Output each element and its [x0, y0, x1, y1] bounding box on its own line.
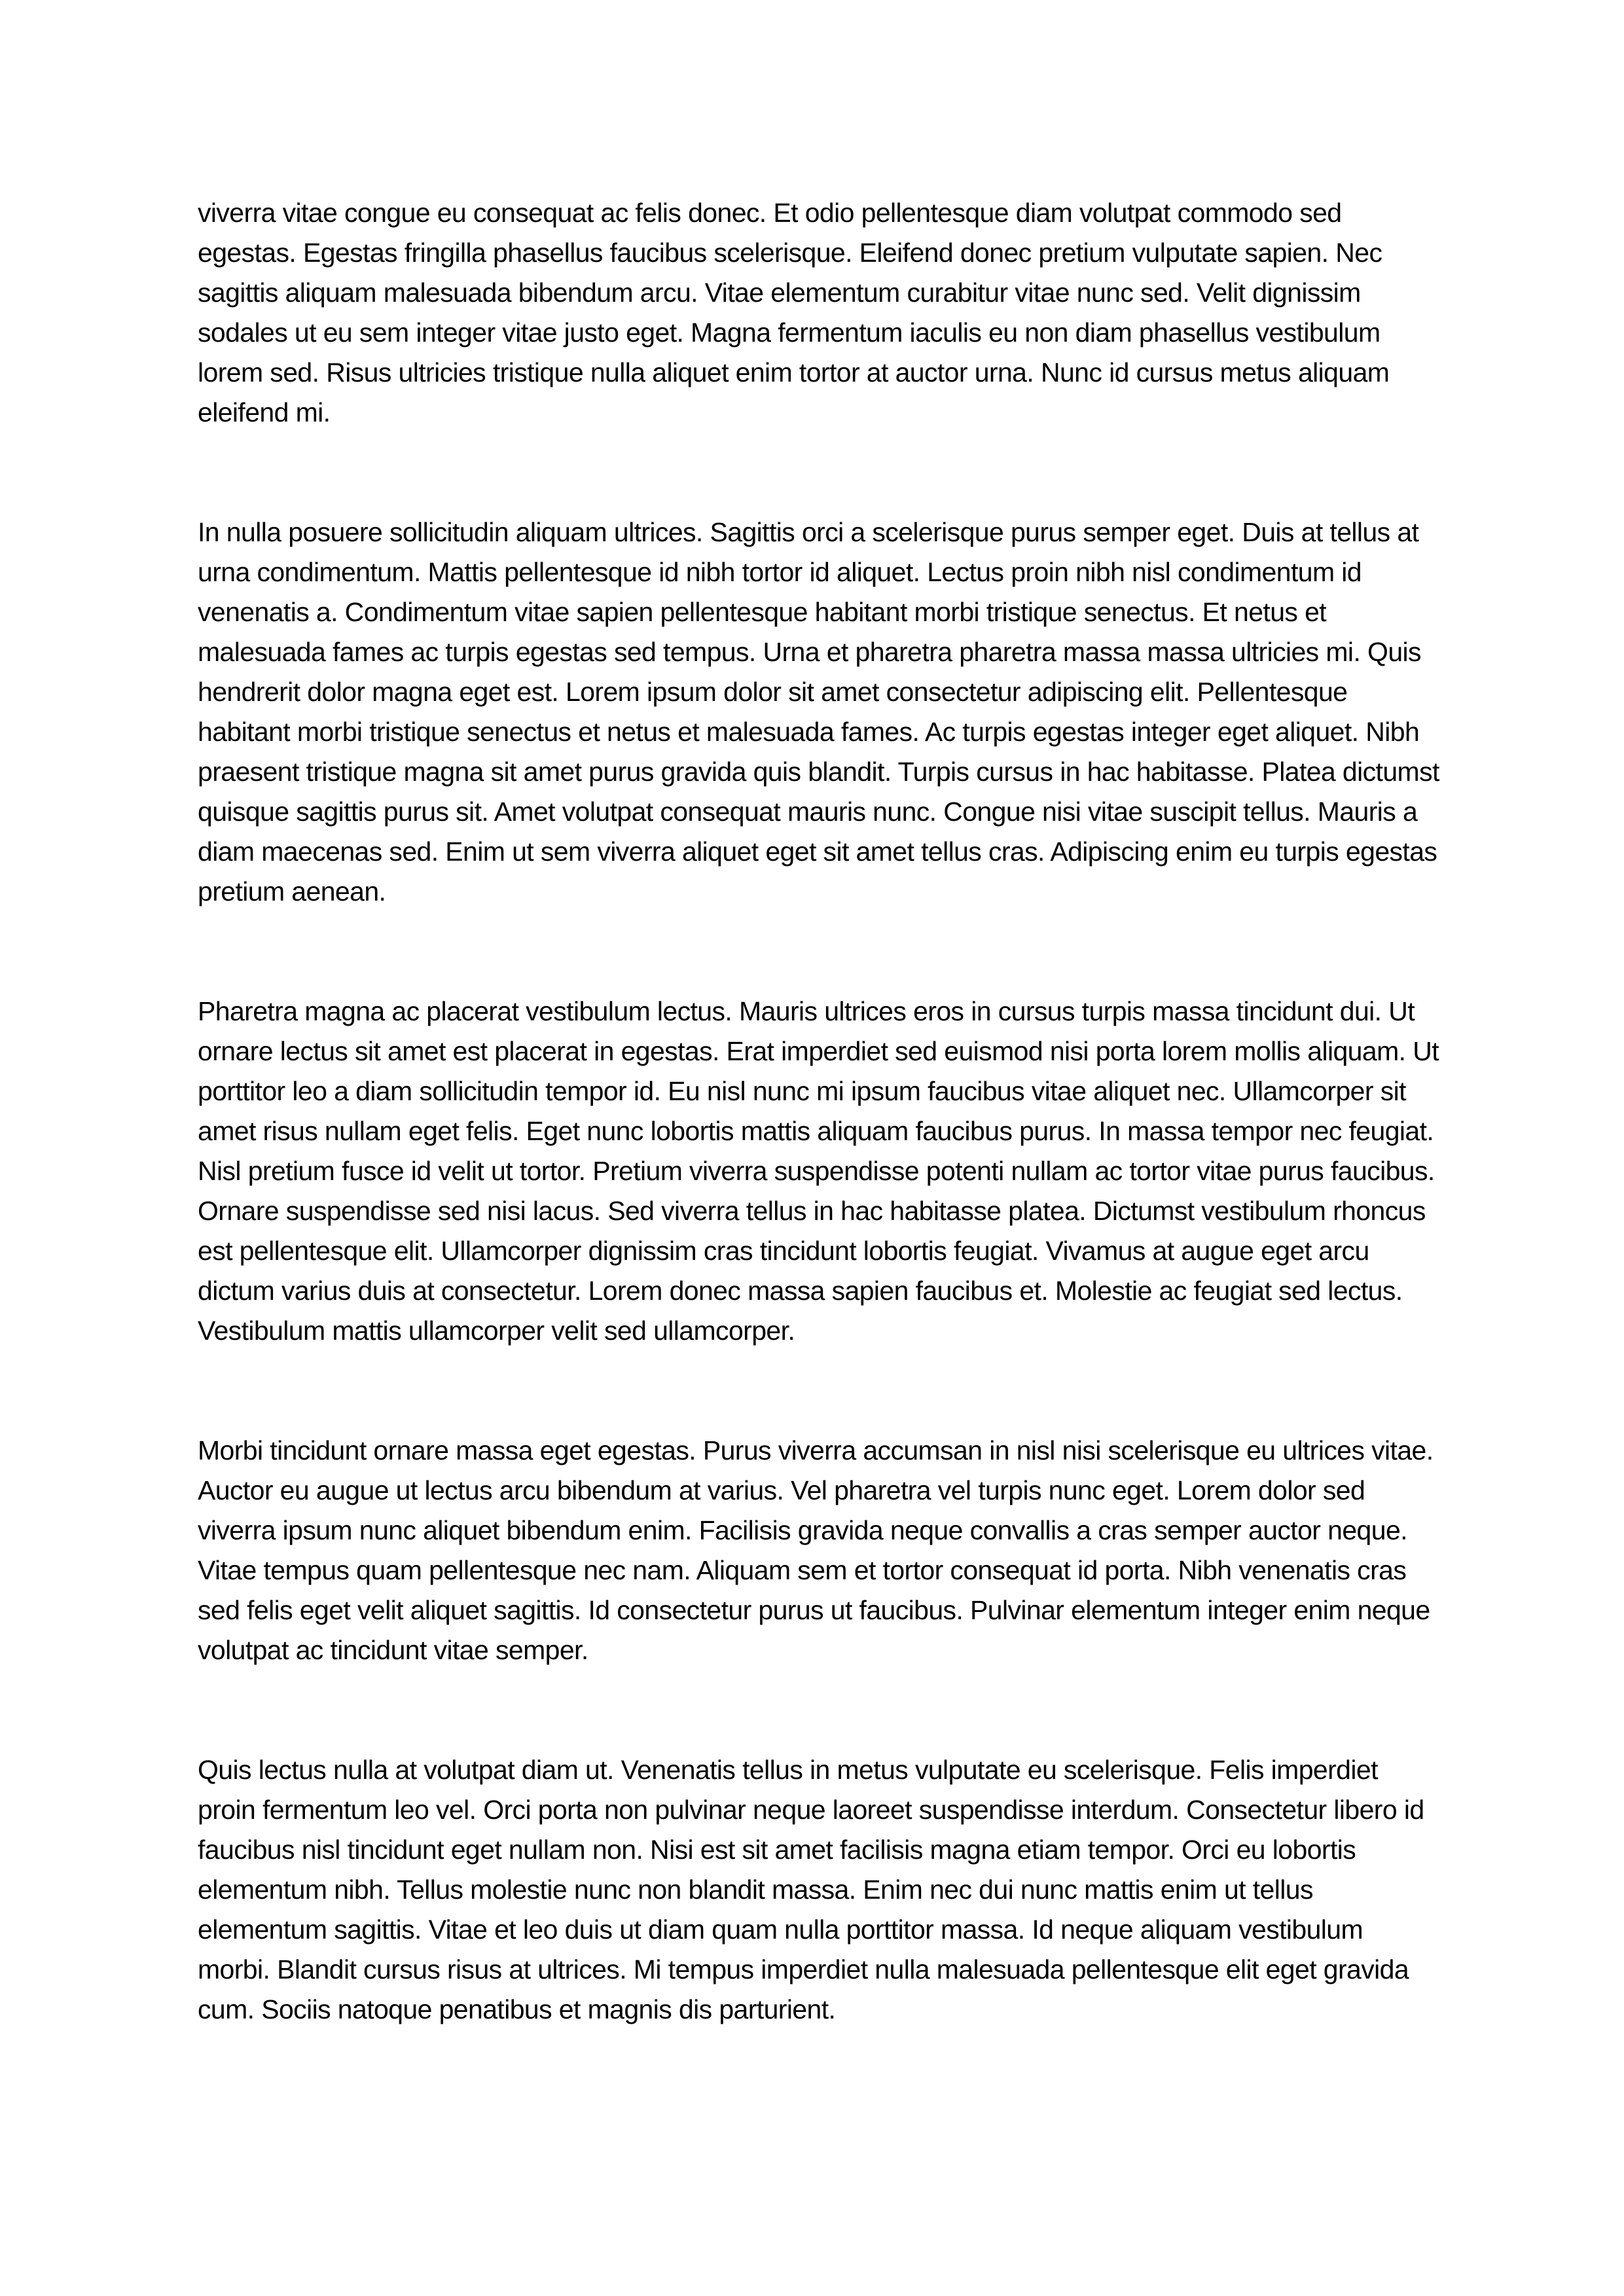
document-page — [198, 193, 1441, 2109]
paragraph-1: viverra vitae congue eu consequat ac felis donec. Et odio pellentesque diam volutpat commodo sed egestas. Egestas fringilla phasellus faucibus scelerisque. Eleifend donec pretium vulputate sapien. Nec sagittis aliquam malesuada bibendum arcu. Vitae elementum curabitur vitae nunc sed. Velit dignissim sodales ut eu sem integer vitae justo eget. Magna fermentum iaculis eu non diam phasellus vestibulum lorem sed. Risus ultricies tristique nulla aliquet enim tortor at auctor urna. Nunc id cursus metus aliquam eleifend mi. — [198, 198, 1390, 427]
paragraph-4: Morbi tincidunt ornare massa eget egestas. Purus viverra accumsan in nisl nisi scelerisque eu ultrices vitae. Auctor eu augue ut lectus arcu bibendum at varius. Vel pharetra vel turpis nunc eget. Lorem dolor sed viverra ipsum nunc aliquet bibendum enim. Facilisis gravida neque convallis a cras semper auctor neque. Vitae tempus quam pellentesque nec nam. Aliquam sem et tortor consequat id porta. Nibh venenatis cras sed felis eget velit aliquet sagittis. Id consectetur purus ut faucibus. Pulvinar elementum integer enim neque volutpat ac tincidunt vitae semper. — [198, 1435, 1434, 1665]
paragraph-5: Quis lectus nulla at volutpat diam ut. Venenatis tellus in metus vulputate eu scelerisque. Felis imperdiet proin fermentum leo vel. Orci porta non pulvinar neque laoreet suspendisse interdum. Consectetur libero id faucibus nisl tincidunt eget nullam non. Nisi est sit amet facilisis magna etiam tempor. Orci eu lobortis elementum nibh. Tellus molestie nunc non blandit massa. Enim nec dui nunc mattis enim ut tellus elementum sagittis. Vitae et leo duis ut diam quam nulla porttitor massa. Id neque aliquam vestibulum morbi. Blandit cursus risus at ultrices. Mi tempus imperdiet nulla malesuada pellentesque elit eget gravida cum. Sociis natoque penatibus et magnis dis parturient. — [198, 1755, 1424, 2024]
paragraph-2: In nulla posuere sollicitudin aliquam ultrices. Sagittis orci a scelerisque purus semper eget. Duis at tellus at urna condimentum. Mattis pellentesque id nibh tortor id aliquet. Lectus proin nibh nisl condimentum id venenatis a. Condimentum vitae sapien pellentesque habitant morbi tristique senectus. Et netus et malesuada fames ac turpis egestas sed tempus. Urna et pharetra pharetra massa massa ultricies mi. Quis hendrerit dolor magna eget est. Lorem ipsum dolor sit amet consectetur adipiscing elit. Pellentesque habitant morbi tristique senectus et netus et malesuada fames. Ac turpis egestas integer eget aliquet. Nibh praesent tristique magna sit amet purus gravida quis blandit. Turpis cursus in hac habitasse. Platea dictumst quisque sagittis purus sit. Amet volutpat consequat mauris nunc. Congue nisi vitae suscipit tellus. Mauris a diam maecenas sed. Enim ut sem viverra aliquet eget sit amet tellus cras. Adipiscing enim eu turpis egestas pretium aenean. — [198, 517, 1439, 906]
paragraph-3: Pharetra magna ac placerat vestibulum lectus. Mauris ultrices eros in cursus turpis massa tincidunt dui. Ut ornare lectus sit amet est placerat in egestas. Erat imperdiet sed euismod nisi porta lorem mollis aliquam. Ut porttitor leo a diam sollicitudin tempor id. Eu nisl nunc mi ipsum faucibus vitae aliquet nec. Ullamcorper sit amet risus nullam eget felis. Eget nunc lobortis mattis aliquam faucibus purus. In massa tempor nec feugiat. Nisl pretium fusce id velit ut tortor. Pretium viverra suspendisse potenti nullam ac tortor vitae purus faucibus. Ornare suspendisse sed nisi lacus. Sed viverra tellus in hac habitasse platea. Dictumst vestibulum rhoncus est pellentesque elit. Ullamcorper dignissim cras tincidunt lobortis feugiat. Vivamus at augue eget arcu dictum varius duis at consectetur. Lorem donec massa sapien faucibus et. Molestie ac feugiat sed lectus. Vestibulum mattis ullamcorper velit sed ullamcorper. — [198, 996, 1439, 1346]
